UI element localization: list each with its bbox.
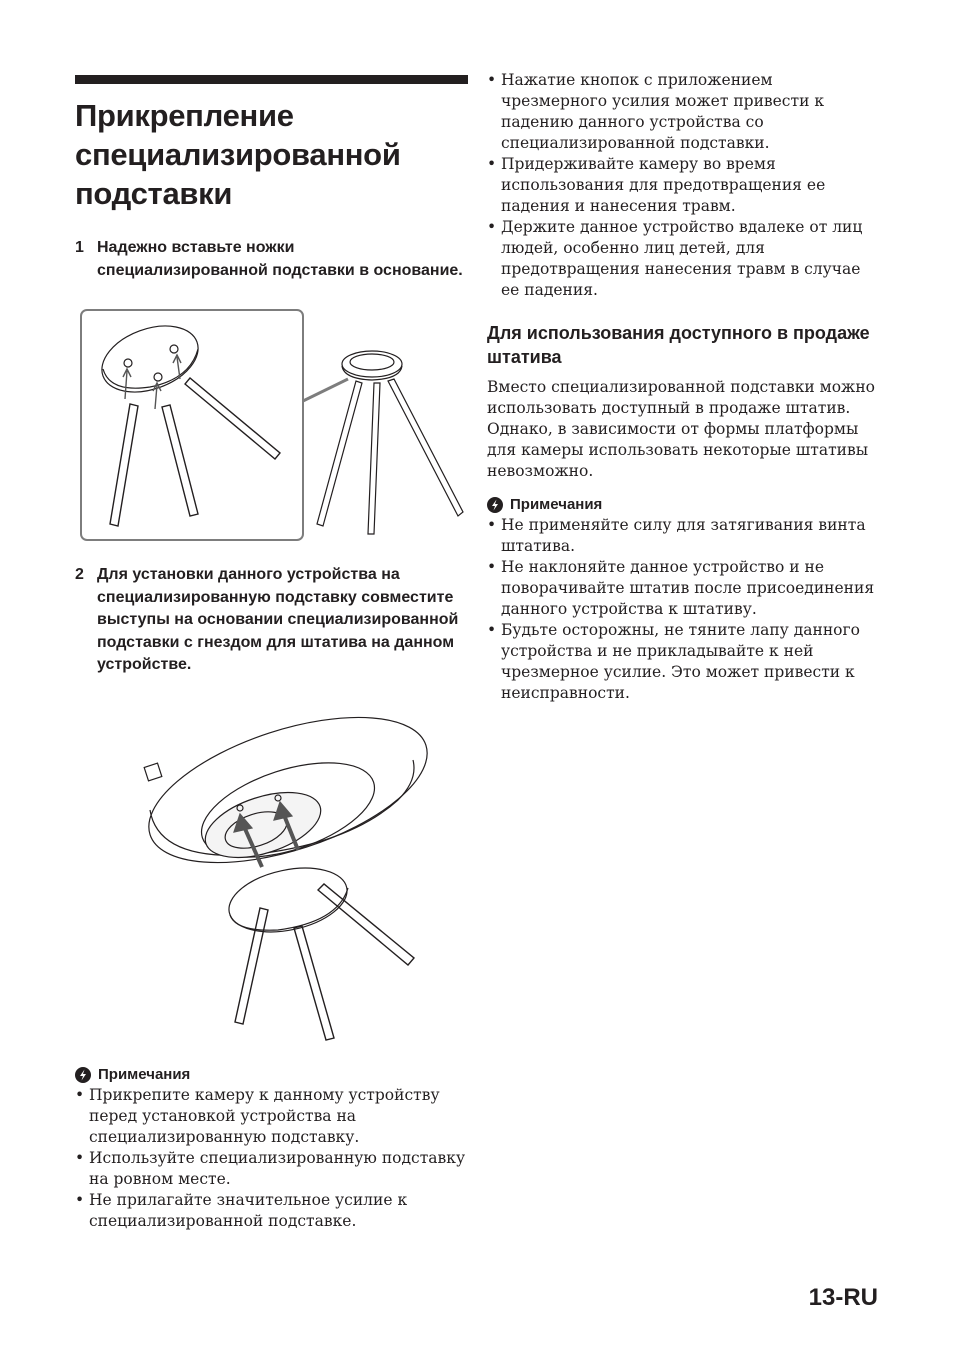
right-notes [487,494,882,704]
list-item: • Придерживайте камеру во время использования для предотвращения ее падения и нанесения травм. [487,154,882,217]
step-number: 1 [75,239,84,256]
notes-heading-text: Примечания [98,1066,191,1083]
left-notes [75,1064,468,1232]
page-title: Прикрепление специализированной подставки [75,98,401,211]
left-column [75,75,468,282]
tripod-body: Вместо специализированной подставки можно использовать доступный в продаже штатив. Однако, в зависимости от формы платформы для камеры использовать некоторые штативы невозможно. [487,378,875,480]
tripod-heading: Для использования доступного в продаже штатива [487,323,870,367]
right-caution-list [487,70,882,301]
caution-icon [487,497,503,513]
list-item: • Прикрепите камеру к данному устройству перед установкой устройства на специализированную подставку. [75,1085,468,1148]
list-item: • Используйте специализированную подставку на ровном месте. [75,1148,468,1190]
list-item: • Не применяйте силу для затягивания винта штатива. [487,515,882,557]
step-text: Надежно вставьте ножки специализированной подставки в основание. [97,239,463,279]
left-notes-list [75,1085,468,1232]
notes-heading-text: Примечания [510,496,603,513]
list-item: • Нажатие кнопок с приложением чрезмерного усилия может привести к падению данного устройства со специализированной подставки. [487,70,882,154]
notes-heading [487,494,882,515]
notes-heading [75,1064,468,1085]
step-2 [75,564,468,677]
tripod-notes-list [487,515,882,704]
title-rule [75,75,468,84]
caution-icon [75,1067,91,1083]
step-text: Для установки данного устройства на специализированную подставку совместите выступы на основании специализированной подставки с гнездом для штатива на данном устройстве. [97,566,459,673]
list-item: • Держите данное устройство вдалеке от лиц людей, особенно лиц детей, для предотвращения нанесения травм в случае ее падения. [487,217,882,301]
stand-legs-illustration [80,309,470,549]
step-number: 2 [75,566,84,583]
page-number: 13-RU [808,1284,878,1311]
device-mount-illustration [138,710,428,1050]
list-item: • Будьте осторожны, не тяните лапу данного устройства и не прикладывайте к ней чрезмерное усилие. Это может привести к неисправности. [487,620,882,704]
step-1 [75,237,468,282]
right-column [487,70,882,704]
list-item: • Не наклоняйте данное устройство и не поворачивайте штатив после присоединения данного устройства к штативу. [487,557,882,620]
list-item: • Не прилагайте значительное усилие к специализированной подставке. [75,1190,468,1232]
